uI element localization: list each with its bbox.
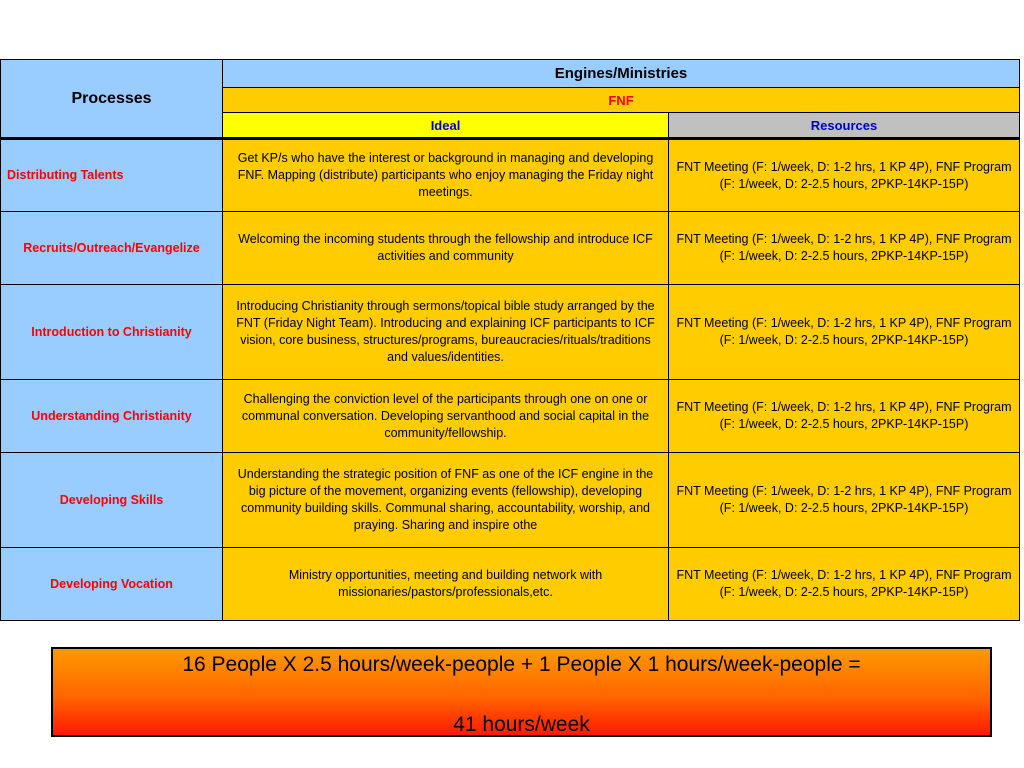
process-cell: Developing Skills (1, 453, 223, 548)
table-row (1, 453, 1020, 548)
ideal-header: Ideal (223, 113, 669, 139)
ideal-cell: Welcoming the incoming students through the fellowship and introduce ICF activities and community (223, 212, 669, 285)
resources-cell: FNT Meeting (F: 1/week, D: 1-2 hrs, 1 KP 4P), FNF Program (F: 1/week, D: 2-2.5 hours, 2PKP-14KP-15P) (669, 285, 1020, 380)
table-row (1, 139, 1020, 212)
resources-cell: FNT Meeting (F: 1/week, D: 1-2 hrs, 1 KP 4P), FNF Program (F: 1/week, D: 2-2.5 hours, 2PKP-14KP-15P) (669, 212, 1020, 285)
table-row (1, 285, 1020, 380)
process-cell: Recruits/Outreach/Evangelize (1, 212, 223, 285)
ideal-cell: Get KP/s who have the interest or background in managing and developing FNF. Mapping (distribute) participants who enjoy managing the Friday night meetings. (223, 139, 669, 212)
ideal-cell: Challenging the conviction level of the participants through one on one or communal conversation. Developing servanthood and social capital in the community/fellowship. (223, 380, 669, 453)
resources-cell: FNT Meeting (F: 1/week, D: 1-2 hrs, 1 KP 4P), FNF Program (F: 1/week, D: 2-2.5 hours, 2PKP-14KP-15P) (669, 548, 1020, 621)
processes-header: Processes (1, 60, 223, 139)
process-cell: Distributing Talents (1, 139, 223, 212)
summary-equation: 16 People X 2.5 hours/week-people + 1 People X 1 hours/week-people = (182, 653, 861, 676)
summary-total: 41 hours/week (453, 713, 590, 736)
resources-cell: FNT Meeting (F: 1/week, D: 1-2 hrs, 1 KP 4P), FNF Program (F: 1/week, D: 2-2.5 hours, 2PKP-14KP-15P) (669, 380, 1020, 453)
engines-ministries-header: Engines/Ministries (223, 60, 1020, 88)
summary-box (51, 647, 992, 737)
table-row (1, 548, 1020, 621)
process-cell: Introduction to Christianity (1, 285, 223, 380)
engines-ministries-table (0, 59, 1020, 621)
ideal-cell: Understanding the strategic position of FNF as one of the ICF engine in the big picture of the movement, organizing events (fellowship), developing community building skills. Communal sharing, accountability, worship, and praying. Sharing and inspire othe (223, 453, 669, 548)
ideal-cell: Ministry opportunities, meeting and building network with missionaries/pastors/professionals,etc. (223, 548, 669, 621)
process-cell: Developing Vocation (1, 548, 223, 621)
resources-cell: FNT Meeting (F: 1/week, D: 1-2 hrs, 1 KP 4P), FNF Program (F: 1/week, D: 2-2.5 hours, 2PKP-14KP-15P) (669, 453, 1020, 548)
resources-cell: FNT Meeting (F: 1/week, D: 1-2 hrs, 1 KP 4P), FNF Program (F: 1/week, D: 2-2.5 hours, 2PKP-14KP-15P) (669, 139, 1020, 212)
table-row (1, 212, 1020, 285)
fnf-header: FNF (223, 88, 1020, 113)
table-row (1, 380, 1020, 453)
ideal-cell: Introducing Christianity through sermons/topical bible study arranged by the FNT (Friday Night Team). Introducing and explaining ICF participants to ICF vision, core business, structures/programs, bureaucracies/rituals/traditions and values/identities. (223, 285, 669, 380)
resources-header: Resources (669, 113, 1020, 139)
process-cell: Understanding Christianity (1, 380, 223, 453)
